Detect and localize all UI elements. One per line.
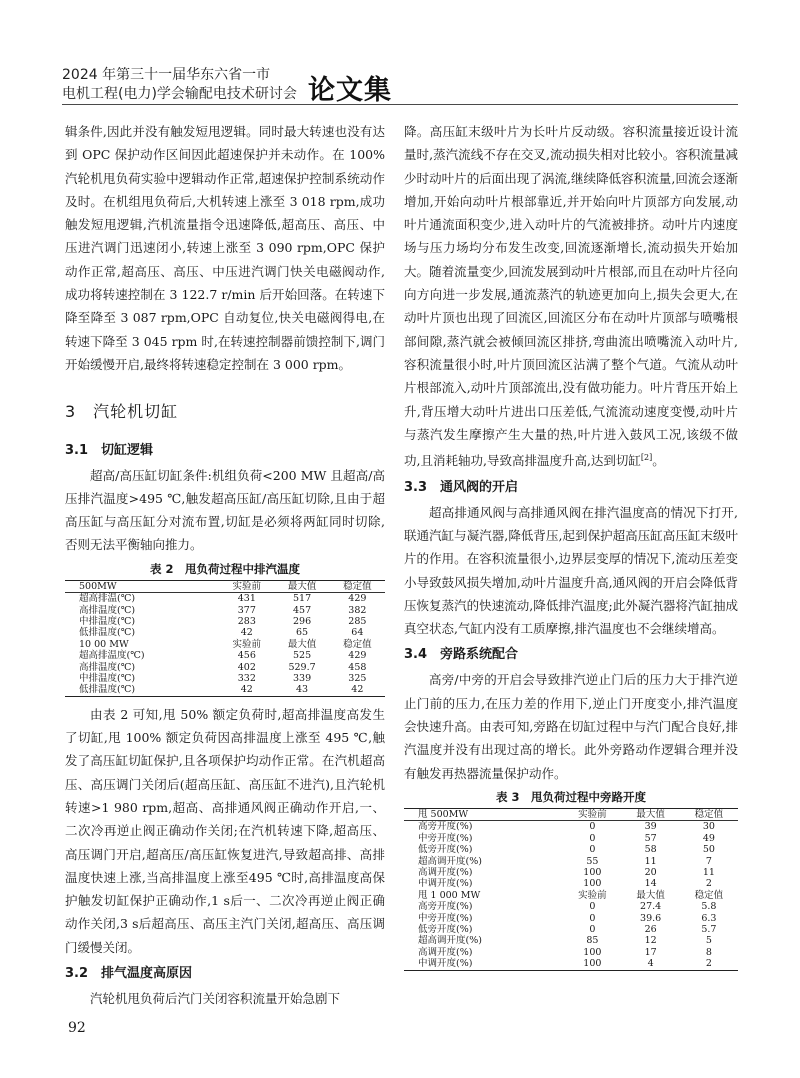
table-cell: 中排温度(℃)	[79, 673, 136, 684]
table-cell: 429	[348, 650, 367, 662]
table-cell: 296	[293, 615, 312, 627]
table-row	[65, 616, 385, 627]
table-cell: 0	[589, 912, 596, 924]
paragraph-blade-flow-text: 降。高压缸末级叶片为长叶片反动级。容积流量接近设计流量时,蒸汽流线不存在交叉,流动损失相对比较小。容积流量减少时动叶片的后面出现了涡流,继续降低容积流量,回流会逐渐增加,开始向动叶片根部靠近,并开始向叶片顶部方向发展,动叶片通流面积变少,进入动叶片的气流被排挤。动叶片内速度场与压力场均分布发生改变,回流逐渐增长,流动损失开始加大。随着流量变少,回流发展到动叶片根部,而且在动叶片径向向方向进一步发展,通流蒸汽的轨迹更加向上,损失会更大,在动叶片顶也出现了回流区,回流区分布在动叶片顶部与喷嘴根部间隙,蒸汽就会被倾回流区排挤,弯曲流出喷嘴流入动叶片,容积流量很小时,叶片顶回流区沾满了整个气道。气流从动叶片根部流入,动叶片顶部流出,没有做功能力。叶片背压开始上升,背压增大动叶片进出口压差低,气流流动速度变慢,动叶片与蒸汽发生摩擦产生大量的热,叶片进入鼓风工况,该级不做功,且消耗轴功,导致高排温度升高,达到切缸	[404, 124, 738, 469]
table-row	[404, 867, 738, 878]
subsection-3-1-heading: 3.1 切缸逻辑	[65, 442, 154, 458]
subsection-3-4-heading: 3.4 旁路系统配合	[404, 647, 519, 663]
table-cell: 27.4	[640, 901, 662, 913]
table-row	[65, 650, 385, 661]
table-3-caption: 表 3 甩负荷过程中旁路开度	[495, 789, 646, 804]
table-cell: 26	[644, 923, 657, 935]
header-conference-line2: 电机工程(电力)学会输配电技术研讨会	[62, 86, 297, 102]
table-cell: 最大值	[621, 808, 679, 820]
table-2-caption: 表 2 甩负荷过程中排汽温度	[149, 561, 300, 576]
paragraph-vent-valve: 超高排通风阀与高排通风阀在排汽温度高的情况下打开,联通汽缸与凝汽器,降低背压,起到保护超高压缸高压缸末级叶片的作用。在容积流量很小,边界层变厚的情况下,流动压差变小导致鼓风损失增加,动叶片温度升高,通风阀的开启会降低背压恢复蒸汽的快速流动,降低排汽温度;此外凝汽器将汽缸抽成真空状态,气缸内没有工质摩擦,排汽温度也不会继续增高。	[404, 504, 738, 637]
table-cell: 55	[586, 855, 599, 867]
table-row	[404, 821, 738, 833]
table-cell: 最大值	[274, 580, 329, 592]
table-cell: 0	[589, 821, 596, 833]
table-cell: 0	[589, 923, 596, 935]
table-cell: 402	[237, 661, 256, 673]
table-cell: 42	[240, 627, 253, 639]
table-cell: 高排温度(℃)	[79, 661, 136, 673]
table-row	[404, 833, 738, 844]
table-cell: 12	[644, 935, 657, 947]
table-row	[65, 662, 385, 673]
table-cell: 5.8	[701, 901, 717, 913]
table-row	[65, 605, 385, 616]
table-cell: 2	[680, 958, 738, 970]
table-cell: 11	[644, 855, 657, 867]
table-cell: 17	[644, 946, 657, 958]
table-cell: 高旁开度(%)	[418, 821, 473, 833]
table-cell: 0	[589, 832, 596, 844]
table-cell: 超高排温度(℃)	[79, 650, 145, 662]
paragraph-cut-cylinder-logic: 超高/高压缸切缸条件:机组负荷<200 MW 且超高/高压排汽温度>495 ℃,触发超高压缸/高压缸切除,且由于超高压缸与高压缸分对流布置,切缸是必须将两缸同时切除,否则无法平衡轴向推力。	[65, 467, 385, 553]
table-cell: 57	[644, 832, 657, 844]
table-cell: 529.7	[288, 661, 316, 673]
table-cell: 49	[702, 832, 715, 844]
table-row	[65, 593, 385, 605]
table-cell: 稳定值	[343, 638, 372, 650]
table-cell: 稳定值	[330, 580, 385, 592]
table-cell: 39.6	[640, 912, 662, 924]
table-cell: 457	[293, 604, 312, 616]
table-cell: 64	[351, 627, 364, 639]
table-row	[404, 808, 738, 820]
table-row	[65, 580, 385, 592]
table-cell: 283	[237, 615, 256, 627]
table-row	[404, 878, 738, 889]
table-cell: 中旁开度(%)	[418, 832, 473, 844]
table-cell: 2	[705, 878, 712, 890]
page-number: 92	[68, 1020, 86, 1036]
table-cell: 中调开度(%)	[404, 958, 563, 970]
table-cell: 458	[348, 661, 367, 673]
paragraph-blade-flow-end: 。	[652, 453, 665, 469]
table-cell: 11	[702, 866, 715, 878]
table-cell: 低旁开度(%)	[418, 844, 473, 856]
table-3-bypass-opening	[404, 808, 738, 971]
table-cell: 高调开度(%)	[418, 946, 473, 958]
table-row	[65, 639, 385, 650]
table-row	[404, 958, 738, 970]
page-header	[62, 62, 738, 105]
paragraph-bypass-system: 高旁/中旁的开启会导致排汽逆止门后的压力大于排汽逆止门前的压力,在压力差的作用下,逆止门开度变小,排汽温度会快速升高。由表可知,旁路在切缸过程中与汽门配合良好,排汽温度并没有出现过高的增长。此外旁路动作逻辑合理并没有触发再热器流量保护动作。	[404, 672, 738, 781]
table-cell: 超高调开度(%)	[418, 855, 482, 867]
table-cell: 339	[293, 673, 312, 684]
table-cell: 429	[348, 593, 367, 605]
table-cell: 实验前	[563, 808, 621, 820]
table-cell: 85	[586, 935, 599, 947]
table-row	[404, 856, 738, 867]
subsection-3-3-heading: 3.3 通风阀的开启	[404, 479, 519, 495]
table-cell: 10 00 MW	[79, 638, 129, 650]
table-cell: 低排温度(℃)	[79, 627, 136, 639]
table-cell: 高调开度(%)	[418, 866, 473, 878]
table-cell: 431	[237, 593, 256, 605]
table-cell: 100	[583, 866, 602, 878]
table-row	[65, 627, 385, 638]
table-cell: 低排温度(℃)	[65, 684, 219, 696]
table-cell: 8	[705, 946, 712, 958]
table-cell: 456	[237, 650, 256, 662]
table-cell: 42	[330, 684, 385, 696]
table-cell: 285	[348, 615, 367, 627]
table-cell: 20	[644, 866, 657, 878]
header-proceedings-title: 论文集	[308, 75, 392, 106]
table-cell: 实验前	[219, 580, 274, 592]
subsection-3-2-heading: 3.2 排气温度高原因	[65, 966, 193, 982]
table-row	[404, 913, 738, 924]
table-cell: 30	[702, 821, 715, 833]
table-cell: 稳定值	[680, 808, 738, 820]
table-cell: 332	[237, 673, 256, 684]
table-cell: 382	[348, 604, 367, 616]
table-cell: 517	[293, 593, 312, 605]
table-cell: 高排温度(℃)	[79, 604, 136, 616]
table-cell: 实验前	[232, 638, 262, 650]
table-cell: 100	[583, 946, 602, 958]
table-cell: 超高排温(℃)	[79, 593, 136, 605]
table-cell: 5.7	[701, 923, 717, 935]
paragraph-overspeed-logic: 辑条件,因此并没有触发短甩逻辑。同时最大转速也没有达到 OPC 保护动作区间因此超速保护并未动作。在 100% 汽轮机甩负荷实验中逻辑动作正常,超速保护控制系统动作及时。在机组甩负荷后,大机转速上涨至 3 018 rpm,成功触发短甩逻辑,汽机流量指令迅速降低,超高压、高压、中压进汽调门迅速闭小,转速上涨至 3 090 rpm,OPC 保护动作正常,超高压、高压、中压进汽调门快关电磁阀动作,成功将转速控制在 3 122.7 r/min 后开始回落。在转速下降至降至 3 087 rpm,OPC 自动复位,快关电磁阀得电,在转速下降至 3 045 rpm 时,在转速控制器前馈控制下,调门开始缓慢开启,最终将转速稳定控制在 3 000 rpm。	[65, 124, 385, 372]
table-cell: 5	[705, 935, 712, 947]
table-cell: 实验前	[578, 889, 607, 901]
paragraph-table2-analysis: 由表 2 可知,甩 50% 额定负荷时,超高排温度高发生了切缸,甩 100% 额定负荷因高排温度上涨至 495 ℃,触发了高压缸切缸保护,且各项保护均动作正常。在汽机超高压、高压调门关闭后(超高压缸、高压缸不进汽),且汽轮机转速>1 980 rpm,超高、高排通风阀正确动作开启,一、二次冷再逆止阀正确动作关闭;在汽机转速下降,超高压、高压调门开启,超高压/高压缸恢复进汽,导致超高排、高排温度快速上涨,当高排温度上涨至495 ℃时,高排温度高保护触发切缸保护正确动作,1 s后一、二次冷再逆止阀正确动作关闭,3 s后超高压、高压主汽门关闭,超高压、高压调门缓慢关闭。	[65, 706, 385, 955]
section-3-heading: 3 汽轮机切缸	[65, 402, 179, 422]
paragraph-high-temp-cause: 汽轮机甩负荷后汽门关闭容积流量开始急剧下	[90, 991, 341, 1007]
table-cell: 中排温度(℃)	[79, 615, 136, 627]
table-cell: 65	[296, 627, 309, 639]
table-cell: 377	[237, 604, 256, 616]
table-cell: 0	[589, 901, 596, 913]
table-cell: 0	[589, 844, 596, 856]
citation-ref: [2]	[640, 453, 653, 463]
table-cell: 最大值	[636, 889, 665, 901]
table-row	[65, 673, 385, 684]
table-cell: 58	[644, 844, 657, 856]
table-cell: 低旁开度(%)	[418, 923, 473, 935]
paragraph-blade-flow	[404, 120, 738, 473]
table-cell: 稳定值	[694, 889, 724, 901]
table-cell: 6.3	[701, 912, 717, 924]
table-cell: 超高调开度(%)	[418, 935, 482, 947]
table-cell: 500MW	[65, 580, 219, 592]
table-row	[404, 947, 738, 958]
table-cell: 525	[293, 650, 312, 662]
table-row	[404, 935, 738, 946]
table-cell: 高旁开度(%)	[418, 901, 473, 913]
table-2-exhaust-temperature	[65, 580, 385, 697]
table-cell: 43	[274, 684, 329, 696]
table-cell: 甩 1 000 MW	[418, 889, 481, 901]
table-cell: 最大值	[287, 638, 317, 650]
table-row	[404, 924, 738, 935]
table-cell: 4	[621, 958, 679, 970]
table-cell: 42	[219, 684, 274, 696]
table-cell: 中旁开度(%)	[418, 912, 473, 924]
table-cell: 50	[702, 844, 715, 856]
table-cell: 中调开度(%)	[418, 878, 473, 890]
header-conference-line1: 2024 年第三十一届华东六省一市	[62, 67, 271, 83]
left-column	[65, 120, 385, 1010]
table-row	[404, 890, 738, 901]
table-cell: 7	[705, 855, 712, 867]
table-row	[65, 684, 385, 696]
table-row	[404, 901, 738, 912]
table-row	[404, 844, 738, 855]
table-cell: 100	[583, 878, 602, 890]
right-column	[404, 120, 738, 977]
table-cell: 100	[563, 958, 621, 970]
table-cell: 甩 500MW	[404, 808, 563, 820]
table-cell: 14	[644, 878, 657, 890]
table-cell: 39	[644, 821, 657, 833]
table-cell: 325	[348, 673, 367, 684]
